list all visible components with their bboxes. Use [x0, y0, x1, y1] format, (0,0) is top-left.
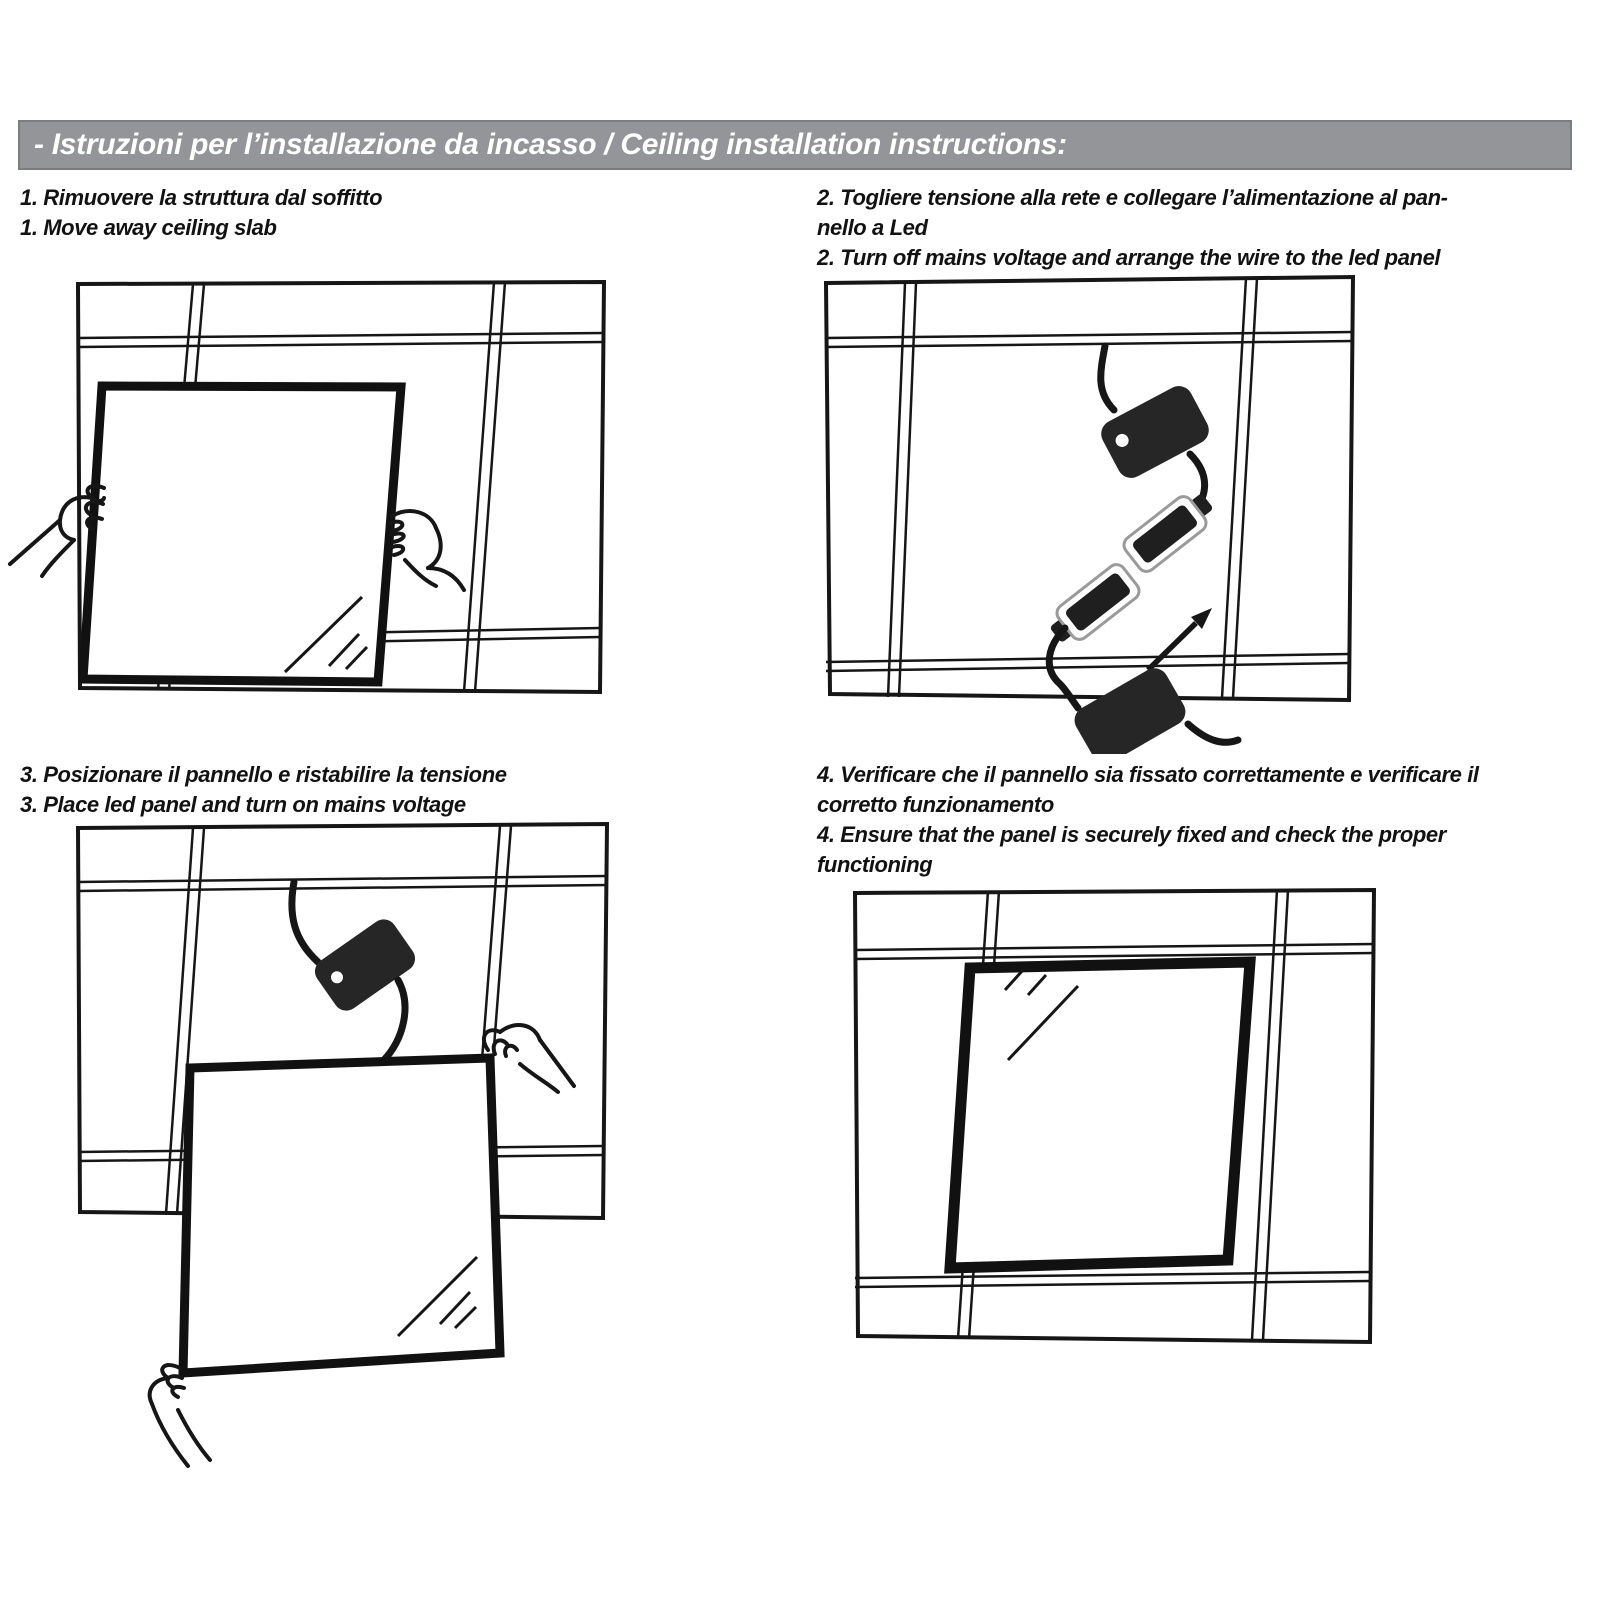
- step-3-line-en: 3. Place led panel and turn on mains voltage: [20, 792, 466, 817]
- step-2-caption: [817, 183, 1448, 273]
- illustration-step-3-place-panel: [0, 820, 700, 1500]
- illustration-step-1-remove-slab: [0, 276, 700, 710]
- step-4-line-it-1: 4. Verificare che il pannello sia fissato correttamente e verificare il: [817, 762, 1479, 787]
- step-2-line-it-1: 2. Togliere tensione alla rete e collegare l’alimentazione al pan-: [817, 185, 1448, 210]
- power-wire-tail: [1188, 724, 1238, 742]
- section-header: [18, 120, 1572, 170]
- step-4-line-en-2: functioning: [817, 852, 933, 877]
- step-2-line-en: 2. Turn off mains voltage and arrange the wire to the led panel: [817, 245, 1441, 270]
- step-2-line-it-2: nello a Led: [817, 215, 928, 240]
- step-1-caption: [20, 183, 382, 243]
- left-hand: [150, 1365, 210, 1466]
- step-3-line-it: 3. Posizionare il pannello e ristabilire la tensione: [20, 762, 507, 787]
- step-1-line-it: 1. Rimuovere la struttura dal soffitto: [20, 185, 383, 210]
- step-1-line-en: 1. Move away ceiling slab: [20, 215, 277, 240]
- step-4-line-en-1: 4. Ensure that the panel is securely fixed and check the proper: [817, 822, 1446, 847]
- step-4-line-it-2: corretto funzionamento: [817, 792, 1054, 817]
- illustration-step-2-arrange-wire: [760, 272, 1440, 754]
- step-3-caption: [20, 760, 507, 820]
- led-panel-installed: [950, 962, 1250, 1268]
- ceiling-grid: [826, 277, 1353, 700]
- section-title: - Istruzioni per l’installazione da incasso / Ceiling installation instructions:: [34, 128, 1067, 161]
- led-panel: [83, 386, 401, 682]
- illustration-step-4-panel-installed: [760, 870, 1460, 1370]
- led-panel: [183, 1058, 500, 1373]
- step-4-caption: [817, 760, 1479, 880]
